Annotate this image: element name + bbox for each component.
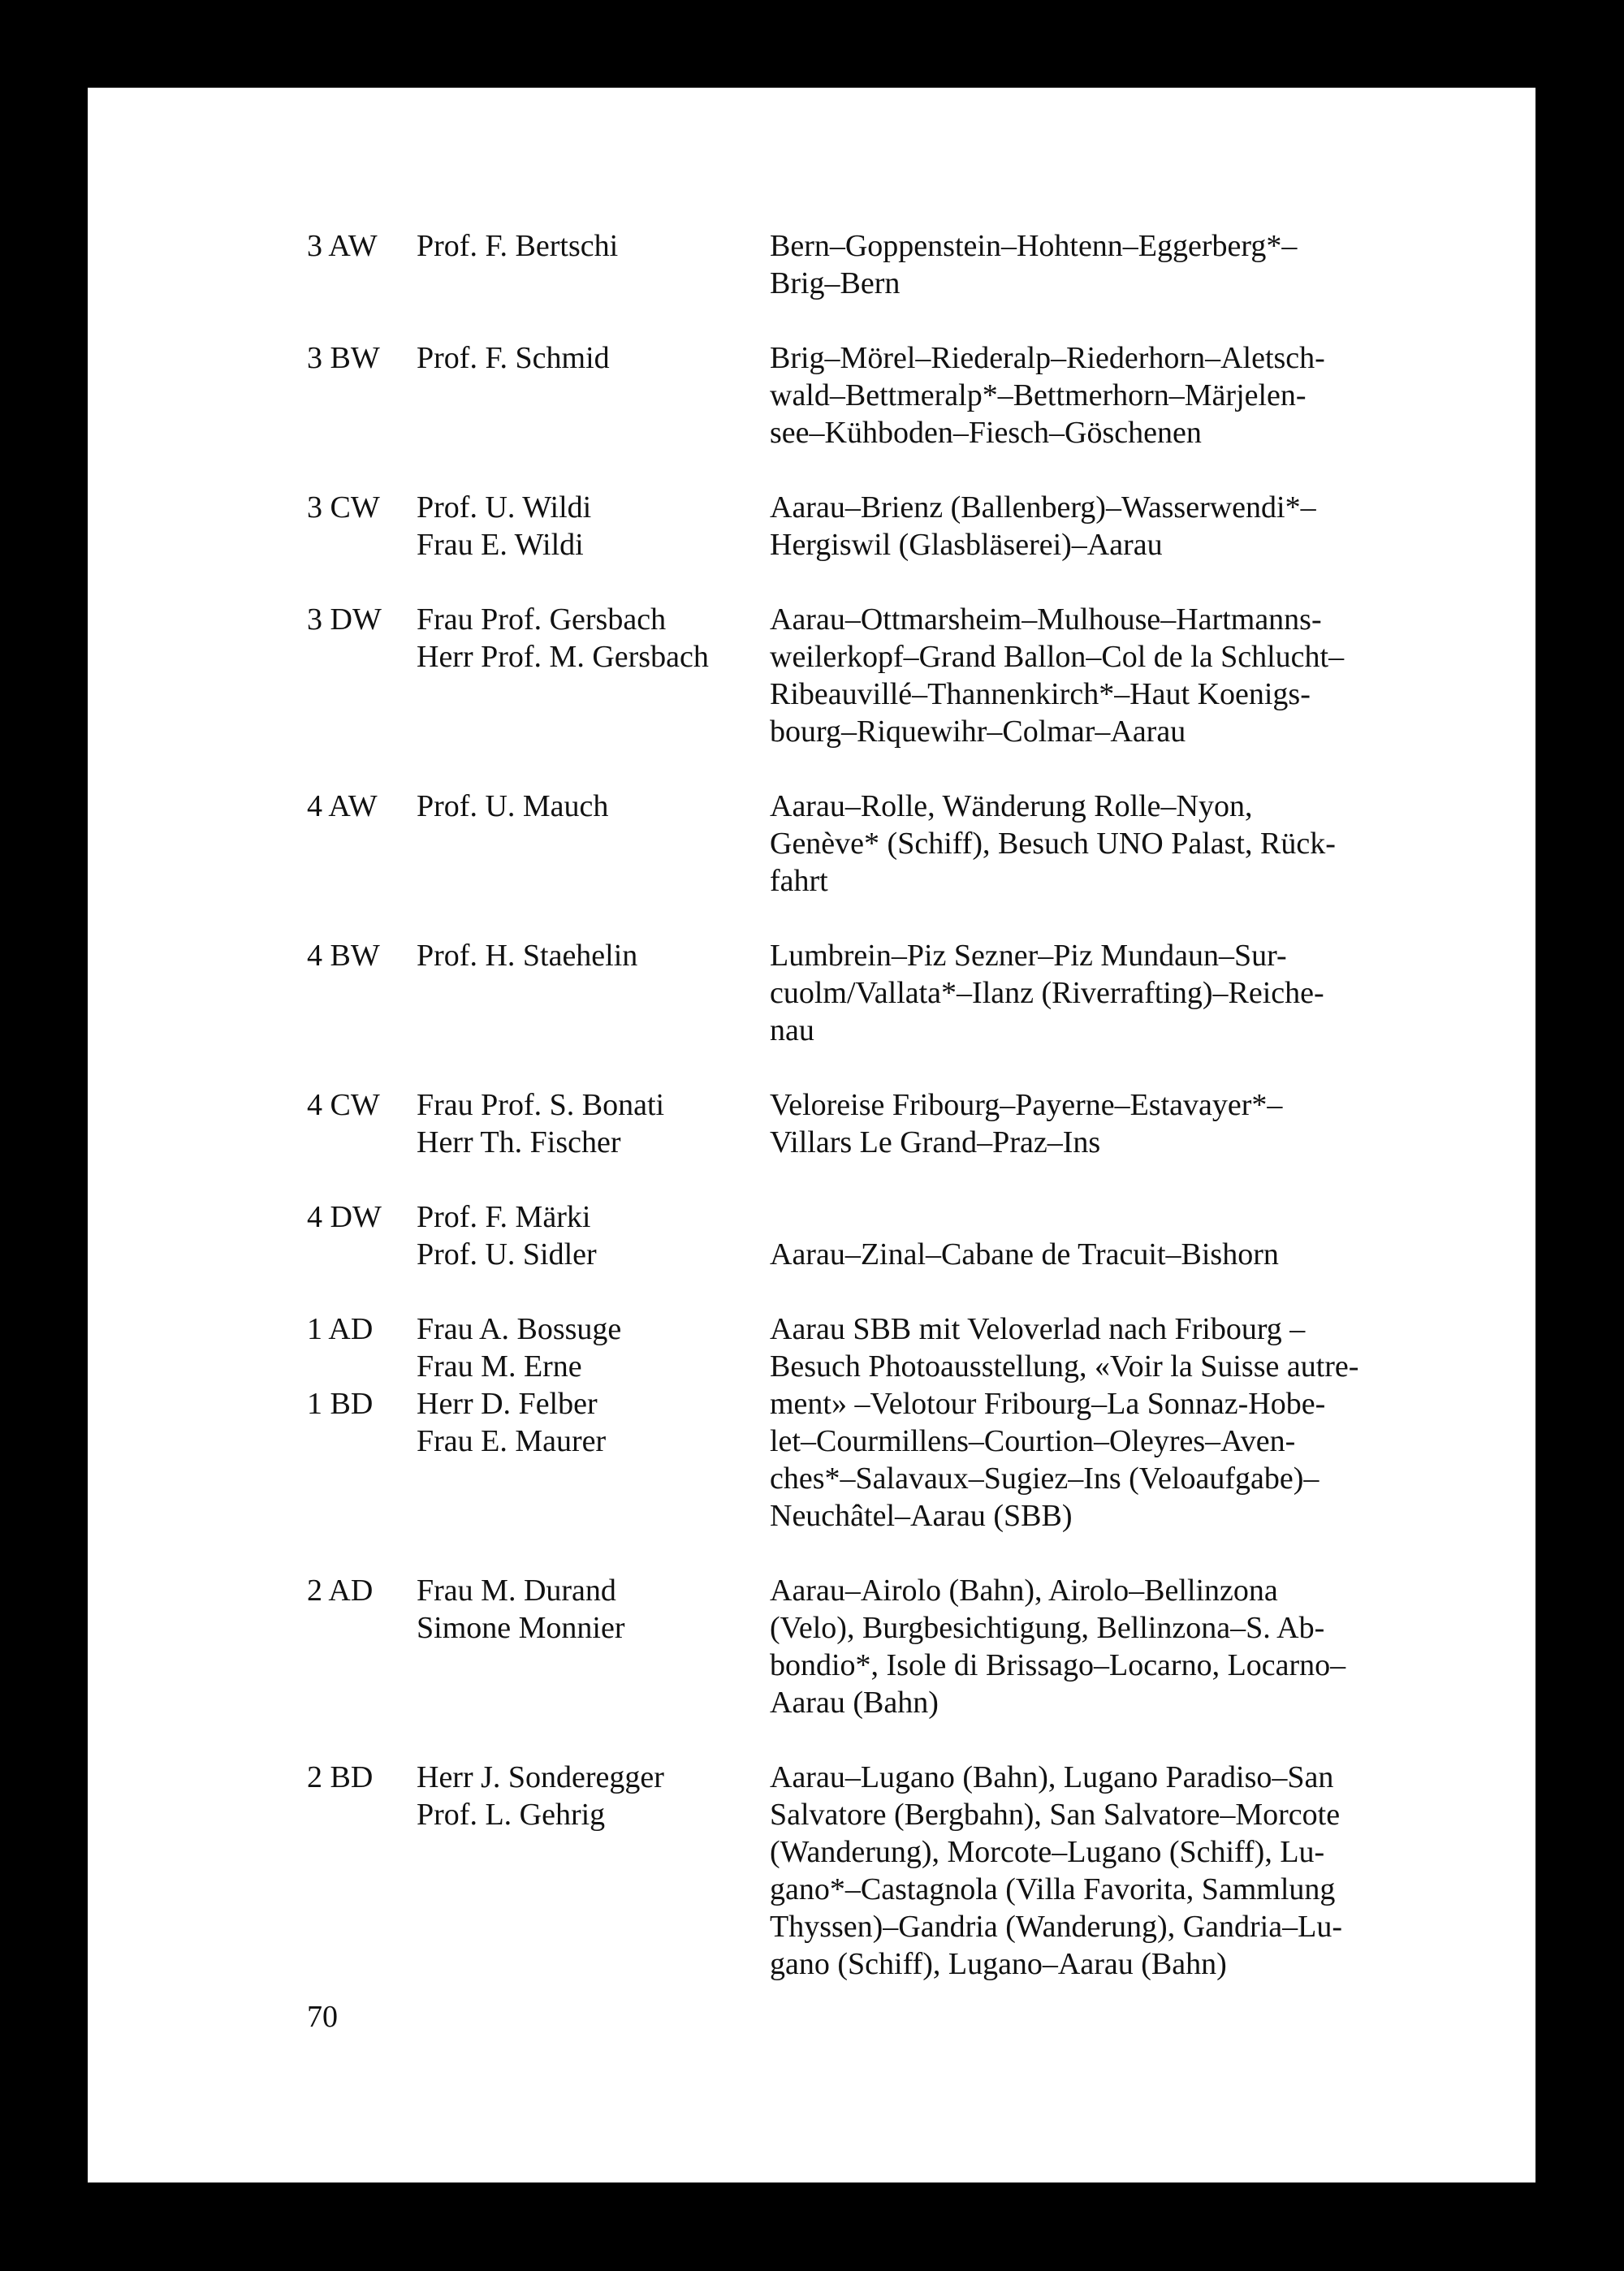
- route-line: (Wanderung), Morcote–Lugano (Schiff), Lu-: [770, 1835, 1325, 1869]
- class-code-line: 2 AD: [307, 1574, 374, 1608]
- class-code-line: 4 AW: [307, 789, 378, 823]
- class-code-line: 4 CW: [307, 1088, 380, 1122]
- class-code-line: 4 DW: [307, 1200, 382, 1234]
- leaders: [417, 1759, 770, 1983]
- leaders-line: Prof. U. Sidler: [417, 1237, 597, 1272]
- leaders-line: Frau E. Maurer: [417, 1424, 607, 1458]
- excursion-entry: [307, 788, 1525, 900]
- excursion-entry: [307, 1310, 1525, 1535]
- route: [770, 489, 1438, 563]
- leaders-line: Frau Prof. S. Bonati: [417, 1088, 665, 1122]
- leaders-line: Herr Prof. M. Gersbach: [417, 640, 709, 674]
- route: [770, 601, 1438, 750]
- excursion-entry: [307, 1086, 1525, 1161]
- route-line: Bern–Goppenstein–Hohtenn–Eggerberg*–: [770, 229, 1298, 263]
- route-line: see–Kühboden–Fiesch–Göschenen: [770, 416, 1202, 450]
- route-line: Aarau SBB mit Veloverlad nach Fribourg –: [770, 1312, 1306, 1346]
- route-line: Aarau–Airolo (Bahn), Airolo–Bellinzona: [770, 1574, 1278, 1608]
- route-line: fahrt: [770, 864, 828, 898]
- route: [770, 1198, 1438, 1273]
- leaders: [417, 788, 770, 900]
- leaders-line: Herr J. Sonderegger: [417, 1760, 664, 1794]
- route-line: cuolm/Vallata*–Ilanz (Riverrafting)–Reiche-: [770, 976, 1324, 1010]
- route: [770, 1572, 1438, 1721]
- class-code-line: 3 AW: [307, 229, 378, 263]
- leaders: [417, 339, 770, 451]
- class-code-line: 3 CW: [307, 490, 380, 525]
- route-line: Aarau–Rolle, Wänderung Rolle–Nyon,: [770, 789, 1253, 823]
- route-line: bondio*, Isole di Brissago–Locarno, Locarno–: [770, 1648, 1346, 1682]
- route-line: Neuchâtel–Aarau (SBB): [770, 1499, 1073, 1533]
- route-line: gano (Schiff), Lugano–Aarau (Bahn): [770, 1947, 1227, 1981]
- excursion-entry: [307, 1198, 1525, 1273]
- route-line: Villars Le Grand–Praz–Ins: [770, 1125, 1101, 1159]
- class-code: [307, 601, 417, 750]
- route-line: gano*–Castagnola (Villa Favorita, Sammlung: [770, 1872, 1336, 1906]
- leaders-line: Prof. U. Mauch: [417, 789, 609, 823]
- leaders-line: Herr Th. Fischer: [417, 1125, 621, 1159]
- route-line: weilerkopf–Grand Ballon–Col de la Schlucht–: [770, 640, 1345, 674]
- route-line: Genève* (Schiff), Besuch UNO Palast, Rück-: [770, 827, 1336, 861]
- route-line: Ribeauvillé–Thannenkirch*–Haut Koenigs-: [770, 677, 1311, 711]
- route-line: wald–Bettmeralp*–Bettmerhorn–Märjelen-: [770, 378, 1307, 412]
- leaders-line: Frau A. Bossuge: [417, 1312, 622, 1346]
- leaders: [417, 1086, 770, 1161]
- excursion-entry: [307, 489, 1525, 563]
- route-line: Thyssen)–Gandria (Wanderung), Gandria–Lu-: [770, 1910, 1342, 1944]
- leaders-line: Prof. F. Schmid: [417, 341, 610, 375]
- excursion-entry: [307, 339, 1525, 451]
- class-code: [307, 937, 417, 1049]
- leaders-line: Frau Prof. Gersbach: [417, 602, 667, 637]
- leaders: [417, 227, 770, 302]
- leaders-line: Prof. U. Wildi: [417, 490, 592, 525]
- leaders: [417, 601, 770, 750]
- route-line: Aarau–Ottmarsheim–Mulhouse–Hartmanns-: [770, 602, 1322, 637]
- route-line: Veloreise Fribourg–Payerne–Estavayer*–: [770, 1088, 1283, 1122]
- leaders-line: Herr D. Felber: [417, 1387, 598, 1421]
- leaders-line: Simone Monnier: [417, 1611, 625, 1645]
- route-line: Aarau–Brienz (Ballenberg)–Wasserwendi*–: [770, 490, 1316, 525]
- leaders-line: Frau M. Durand: [417, 1574, 616, 1608]
- route: [770, 227, 1438, 302]
- class-code-line: 3 DW: [307, 602, 382, 637]
- route-line: ches*–Salavaux–Sugiez–Ins (Veloaufgabe)–: [770, 1461, 1320, 1496]
- class-code-line: 3 BW: [307, 341, 380, 375]
- excursion-entry: [307, 1759, 1525, 1983]
- leaders: [417, 1198, 770, 1273]
- route: [770, 937, 1438, 1049]
- class-code-line: 1 BD: [307, 1387, 374, 1421]
- class-code-line: 4 BW: [307, 939, 380, 973]
- class-code: [307, 1310, 417, 1535]
- route-line: Salvatore (Bergbahn), San Salvatore–Morcote: [770, 1798, 1341, 1832]
- route-line: [770, 1198, 1438, 1236]
- route-line: bourg–Riquewihr–Colmar–Aarau: [770, 715, 1186, 749]
- route-line: nau: [770, 1013, 814, 1047]
- class-code: [307, 227, 417, 302]
- class-code: [307, 788, 417, 900]
- leaders-line: Frau M. Erne: [417, 1349, 582, 1384]
- route-line: (Velo), Burgbesichtigung, Bellinzona–S. Ab-: [770, 1611, 1325, 1645]
- route-line: Aarau (Bahn): [770, 1686, 939, 1720]
- excursion-entry: [307, 601, 1525, 750]
- excursion-entry: [307, 937, 1525, 1049]
- page: [88, 88, 1535, 2182]
- route: [770, 1086, 1438, 1161]
- class-code: [307, 489, 417, 563]
- class-code: [307, 1198, 417, 1273]
- class-code-line: [307, 1348, 417, 1385]
- route: [770, 339, 1438, 451]
- route: [770, 788, 1438, 900]
- page-number: 70: [307, 2000, 338, 2034]
- route: [770, 1759, 1438, 1983]
- excursion-entry: [307, 1572, 1525, 1721]
- route-line: Hergiswil (Glasbläserei)–Aarau: [770, 528, 1163, 562]
- leaders: [417, 489, 770, 563]
- leaders-line: Prof. H. Staehelin: [417, 939, 638, 973]
- route-line: Aarau–Zinal–Cabane de Tracuit–Bishorn: [770, 1237, 1279, 1272]
- route: [770, 1310, 1438, 1535]
- class-code-line: 2 BD: [307, 1760, 374, 1794]
- leaders-line: Frau E. Wildi: [417, 528, 584, 562]
- route-line: Lumbrein–Piz Sezner–Piz Mundaun–Sur-: [770, 939, 1287, 973]
- class-code: [307, 1572, 417, 1721]
- class-code: [307, 1086, 417, 1161]
- route-line: Brig–Mörel–Riederalp–Riederhorn–Aletsch-: [770, 341, 1325, 375]
- route-line: let–Courmillens–Courtion–Oleyres–Aven-: [770, 1424, 1296, 1458]
- route-line: Besuch Photoausstellung, «Voir la Suisse autre-: [770, 1349, 1359, 1384]
- leaders-line: Prof. F. Bertschi: [417, 229, 619, 263]
- leaders: [417, 1310, 770, 1535]
- leaders: [417, 937, 770, 1049]
- route-line: Aarau–Lugano (Bahn), Lugano Paradiso–San: [770, 1760, 1334, 1794]
- class-code: [307, 1759, 417, 1983]
- class-code-line: 1 AD: [307, 1312, 374, 1346]
- route-line: Brig–Bern: [770, 266, 901, 300]
- leaders-line: Prof. L. Gehrig: [417, 1798, 606, 1832]
- class-code: [307, 339, 417, 451]
- excursion-list: [307, 227, 1525, 2020]
- leaders: [417, 1572, 770, 1721]
- excursion-entry: [307, 227, 1525, 302]
- leaders-line: Prof. F. Märki: [417, 1200, 591, 1234]
- route-line: ment» –Velotour Fribourg–La Sonnaz-Hobe-: [770, 1387, 1326, 1421]
